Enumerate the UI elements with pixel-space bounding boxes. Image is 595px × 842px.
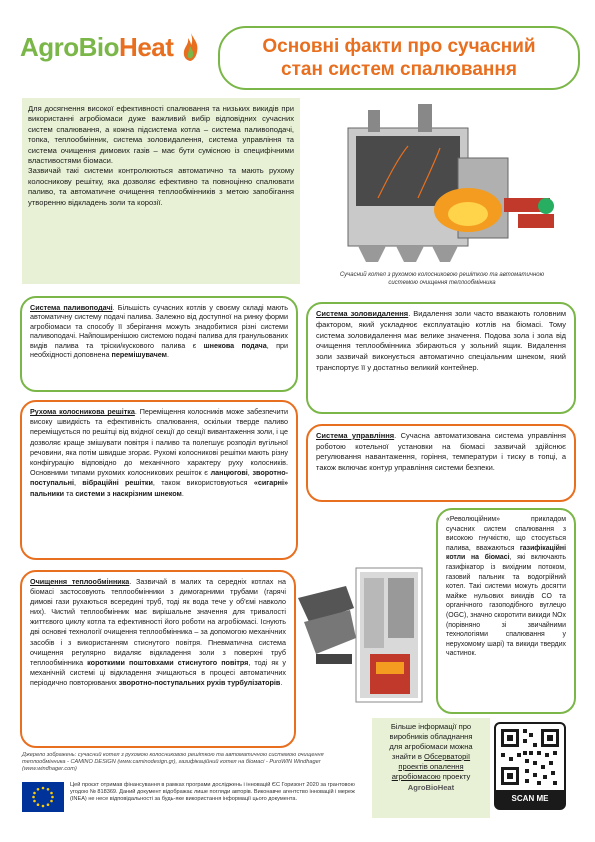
logo-agro-text: AgroBio	[20, 32, 120, 62]
qr-code-icon	[496, 724, 564, 790]
eu-funding-text: Цей проєкт отримав фінансування в рамках програми досліджень і інновацій ЄС Горизонт 2020 за грантовою угодою № 818369. Даний документ відображає лише погляди авторів. Виконавче агентство інновацій і мереж (INEA) не несе відповідальності за будь-яке використання інформації цього документа.	[70, 782, 355, 802]
ash-removal-heading: Система золовидалення	[316, 309, 409, 318]
fuel-feed-end: .	[166, 350, 169, 360]
grate-body-3: та	[64, 488, 76, 498]
grate-boiler-drawing	[308, 98, 570, 270]
eu-stars-icon	[22, 782, 64, 812]
control-heading: Система управління	[316, 431, 395, 440]
ash-removal-body: . Видалення золи часто вважають головним фактором, який ускладнює експлуатацію котлів на біомасі. Тому система золовидалення має велике значення. Подова зола і зола від очищення теплообмінника збираються у зольний ящик. Видалення золи зазвичай виконується автоматично спеціальним шнеком, який транспортує її у достатньо великий контейнер.	[316, 309, 567, 372]
grate-text	[30, 407, 288, 499]
grate-bold-3: вібраційні решітки	[82, 478, 153, 488]
ash-removal-card	[306, 302, 576, 414]
intro-box	[22, 98, 300, 284]
agrobioheat-logo	[20, 32, 210, 72]
grate-bold-5: системи з наскрізним шнеком	[75, 488, 182, 498]
gasifier-text	[446, 515, 566, 659]
heat-exchanger-card	[20, 570, 296, 748]
grate-heading: Рухома колосникова решітка	[30, 407, 135, 416]
grate-card	[20, 400, 298, 560]
gasifier-illustration	[296, 558, 432, 708]
fuel-feed-body-2: , при необхідності доповнена	[30, 340, 288, 360]
grate-body-2: , також використовуються	[152, 478, 254, 488]
observatory-link-2[interactable]: проектів опалення	[398, 762, 464, 771]
grate-sep-2: ,	[74, 478, 83, 488]
heat-exchanger-body: . Зазвичай в малих та середніх котлах на біомасі застосовують теплообмінники з димогарними трубами (гарячі димові гази рухаються всередині труб, тоді як вода тече у об'ємі навколо них). Чистий теплообмінник має вирішальне значення для тривалості життєвого циклу котла та ефективності його роботи на агробіомасі. Існують дві основні технології очищення теплообмінника – за допомогою механічних засобів і з використанням стиснутого повітря. Пневматична система очищення регулярно видаляє відкладення золи з поверхні труб теплообмінника	[30, 577, 286, 667]
grate-body: . Переміщення колосників може забезпечити високу швидкість та ефективність спалювання, оскільки тверде паливо переміщується по решітці від вхідної секції до секції вивантаження золи, і це дозволяє краще змішувати повітря і паливо та полегшує розподіл вугільної речовини, яка потім швидше згорає. Рухомі колосникові решітки мають різну конфігурацію відповідно до механічного характеру руху колосників. Основними типами рухомих колосникових решіток є	[30, 407, 288, 478]
intro-paragraph-2: Зазвичай такі системи контролюються автоматично та мають рухому колосникову решітку, яка дозволяє ефективно та повноцінно спалювати паливо, та автоматичне очищення теплообмінників з метою запобігання утворенню відкладень золи та корозії.	[28, 166, 294, 207]
boiler-illustration	[308, 98, 570, 270]
flame-icon	[182, 32, 200, 62]
page-title	[262, 35, 535, 81]
scan-me-label: SCAN ME	[496, 790, 564, 808]
more-info-box	[372, 718, 490, 818]
intro-paragraph-1: Для досягнення високої ефективності спалювання та низьких викидів при використанні агробіомаси дуже важливий вибір відповідних сучасних систем спалювання, а кожна підсистема котла – система паливоподачі, топка, теплообмінник, система золовидалення, система управління та система очищення димових газів – має бути сумісною із специфічними властивостями біомаси.	[28, 104, 294, 166]
grate-end: .	[181, 488, 184, 498]
fuel-feed-bold-1: шнекова подача	[203, 340, 267, 350]
more-info-line-4	[376, 752, 486, 762]
fuel-feed-text	[30, 303, 288, 359]
title-line-1: Основні факти про сучасний	[262, 36, 536, 57]
more-info-line-4-text: знайти в	[391, 752, 425, 761]
heat-exchanger-text	[30, 577, 286, 688]
title-box	[218, 26, 580, 90]
grate-bold-4: «сигарні» пальники	[30, 478, 288, 498]
fuel-feed-bold-2: перемішувачем	[111, 350, 167, 360]
logo-heat-text: Heat	[119, 32, 174, 62]
observatory-link[interactable]: Обсерваторії	[424, 752, 471, 761]
grate-sep-1: ,	[247, 468, 253, 478]
fuel-feed-card	[20, 296, 298, 392]
more-info-line-3: для агробіомаси можна	[389, 742, 473, 751]
eu-flag	[22, 782, 64, 812]
more-info-line-6-text: проекту	[440, 772, 471, 781]
gasifier-body-2: , які включають газифікатор із вихідним потоком, газовий пальник та водогрійний котел. Такі системи можуть досягти майже нульових викидів CO та органічного газоподібного вуглецю (OGC), значно скоротити викиди NOx (порівняно зі звичайними технологіями спалювання у нерухомому шарі) та викиди твердих частинок.	[446, 554, 566, 658]
image-sources-note: Джерело зображень: сучасний котел з рухомою колосниковою решіткою та автоматичною системою очищення теплообмінника - CAMINO DESIGN (www.caminodesign.gr), газифікаційний котел на біомасі - PuroWIN Windhager (www.windhager.com)	[22, 752, 324, 772]
heat-exchanger-bold-1: короткими поштовхами стиснутого повітря	[87, 657, 249, 667]
gasifier-bold-1: газифікаційні котли на біомасі	[446, 544, 566, 562]
fuel-feed-body: . Більшість сучасних котлів у своєму складі мають автоматичну систему подачі палива. Залежно від доступної на ринку форми агробіомаси та способу її зберігання можуть знадобитися різні системи паливоподачі. Найпоширенішою системою подачі палива для гранульованих видів палива та тріски/кускового палива є	[30, 303, 288, 350]
figure-1-caption: Сучасний котел з рухомою колосниковою решіткою та автоматичною системою очищення теплообмінника	[339, 272, 545, 286]
more-info-line-2: виробників обладнання	[389, 732, 473, 741]
more-info-line-6	[376, 772, 486, 782]
more-info-line-1: Більше інформації про	[390, 722, 472, 731]
heat-exchanger-body-2: , тоді як у механічній системі ці відкладення зчищаються в процесі автоматичних періодично повторюваних	[30, 657, 286, 687]
observatory-link-3[interactable]: агробіомасою	[391, 772, 441, 781]
grate-bold-2: зворотно-поступальні	[30, 468, 288, 488]
control-text	[316, 431, 566, 473]
gasifier-card	[436, 508, 576, 714]
fuel-feed-heading: Система паливоподачі	[30, 303, 113, 312]
grate-bold-1: ланцюгові	[210, 468, 248, 478]
gasification-boiler-drawing	[296, 558, 432, 708]
heat-exchanger-heading: Очищення теплообмінника	[30, 577, 130, 586]
heat-exchanger-bold-2: зворотно-поступальних рухів турбулізаторів	[118, 677, 281, 687]
control-card	[306, 424, 576, 502]
more-info-logo: AgroBioHeat	[407, 783, 455, 792]
heat-exchanger-end: .	[280, 677, 283, 687]
title-line-2: стан систем спалювання	[281, 59, 517, 80]
gasifier-body-1: «Революційним» прикладом сучасних систем спалювання з високою гнучкістю, що стосується палива, вважаються	[446, 516, 566, 552]
qr-code-frame[interactable]	[494, 722, 566, 810]
control-body: . Сучасна автоматизована система управління роботою котельної установки на біомасі зазвичай здійснює регулювання навантаження, горіння, температури і тиску в топці, а також включає контур управління системи безпеки.	[316, 431, 566, 472]
ash-removal-text	[316, 309, 566, 374]
